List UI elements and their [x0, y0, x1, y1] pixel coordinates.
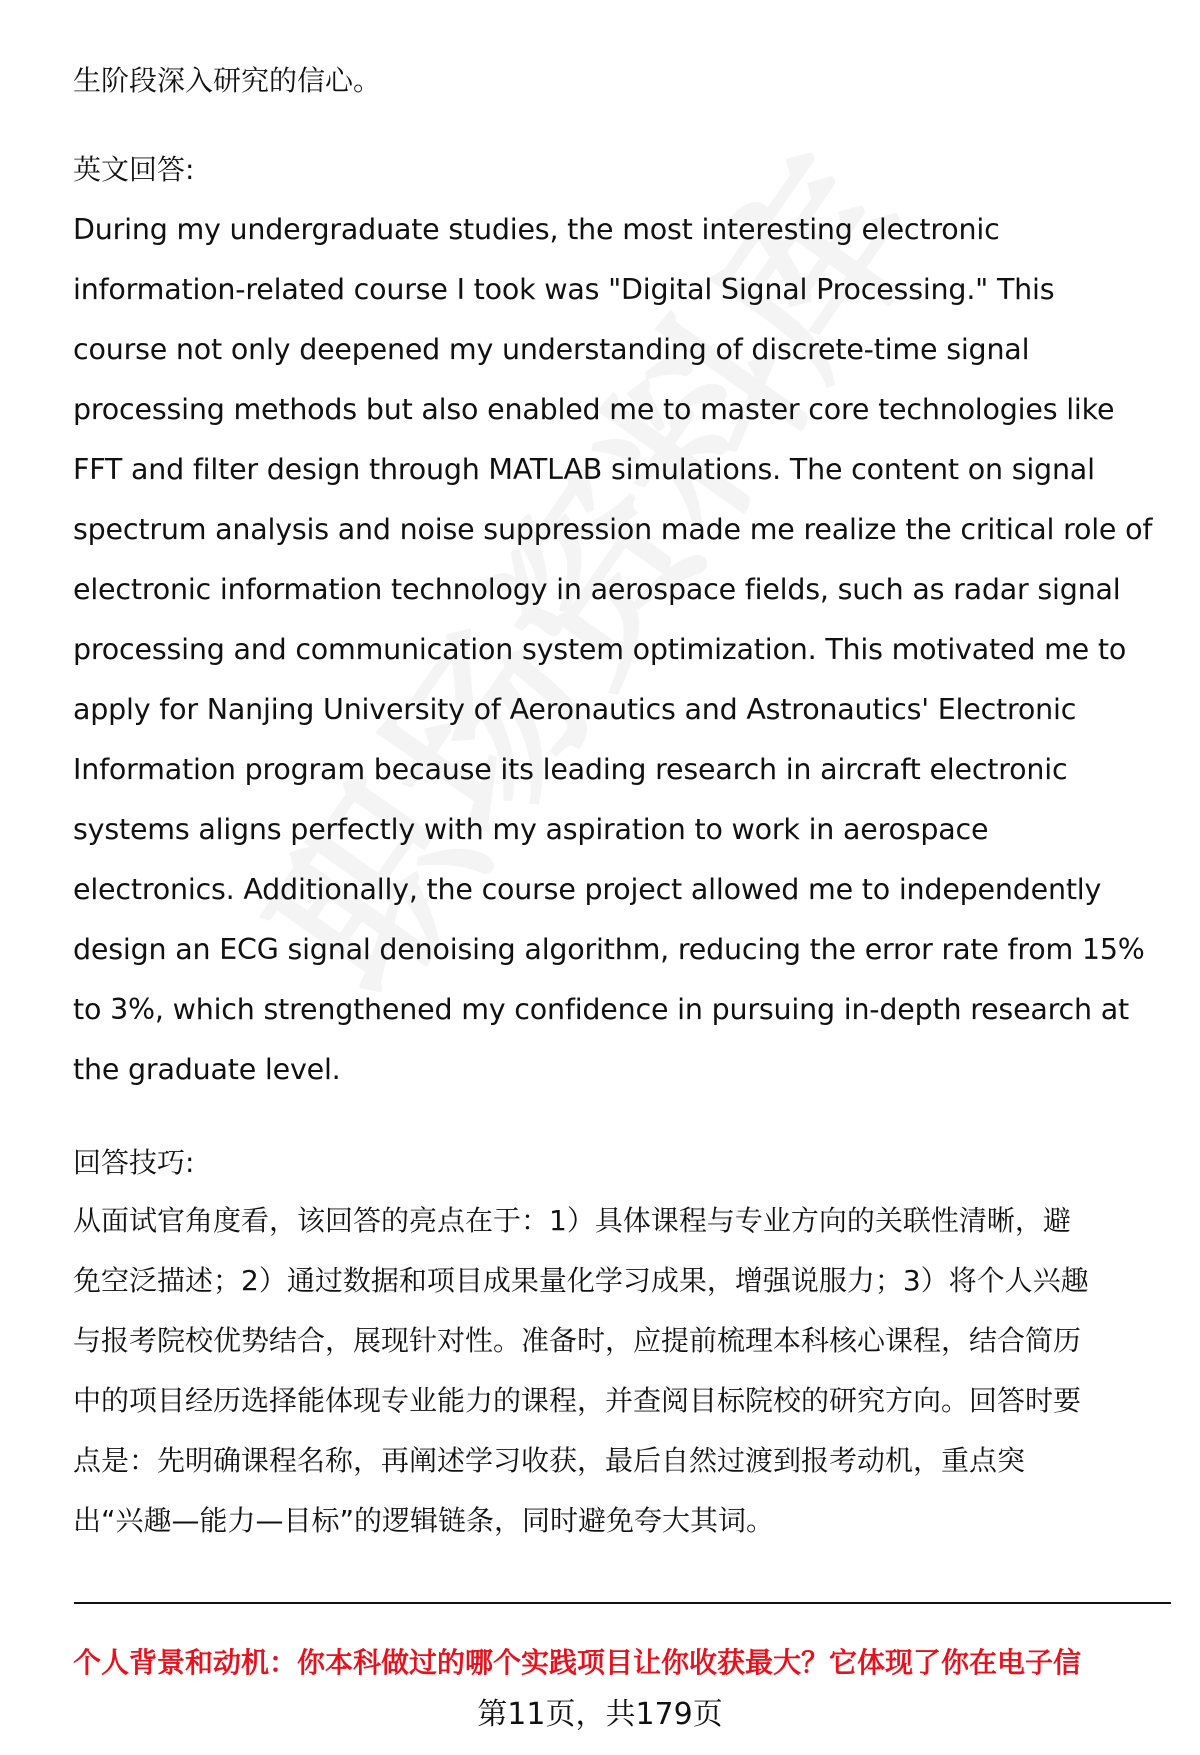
text-line: 出“兴趣—能力—目标”的逻辑链条，同时避免夸大其词。 — [73, 1504, 775, 1537]
english-heading: 英文回答: — [73, 153, 195, 186]
text-line: 从面试官角度看，该回答的亮点在于：1）具体课程与专业方向的关联性清晰，避 — [73, 1204, 1071, 1237]
text-line: 免空泛描述；2）通过数据和项目成果量化学习成果，增强说服力；3）将个人兴趣 — [73, 1264, 1089, 1297]
tips-heading: 回答技巧: — [73, 1146, 195, 1179]
text-line: FFT and filter design through MATLAB simulations. The content on signal — [73, 453, 1095, 486]
text-line: spectrum analysis and noise suppression made me realize the critical role of — [73, 513, 1153, 546]
text-line: the graduate level. — [73, 1053, 341, 1086]
text-line: processing methods but also enabled me to master core technologies like — [73, 393, 1115, 426]
text-line: During my undergraduate studies, the most interesting electronic — [73, 213, 1000, 246]
text-line: course not only deepened my understanding of discrete-time signal — [73, 333, 1030, 366]
text-line: to 3%, which strengthened my confidence in pursuing in-depth research at — [73, 993, 1129, 1026]
divider — [74, 1602, 1171, 1604]
page-number: 第11页，共179页 — [477, 1697, 723, 1732]
text-line: 与报考院校优势结合，展现针对性。准备时，应提前梳理本科核心课程，结合简历 — [73, 1324, 1082, 1357]
text-line: 点是：先明确课程名称，再阐述学习收获，最后自然过渡到报考动机，重点突 — [73, 1444, 1026, 1477]
text-line: electronics. Additionally, the course project allowed me to independently — [73, 873, 1102, 906]
text-line: 中的项目经历选择能体现专业能力的课程，并查阅目标院校的研究方向。回答时要 — [73, 1384, 1082, 1417]
intro-tail: 生阶段深入研究的信心。 — [73, 64, 382, 97]
text-line: Information program because its leading research in aircraft electronic — [73, 753, 1068, 786]
text-line: design an ECG signal denoising algorithm, reducing the error rate from 15% — [73, 933, 1145, 966]
text-line: electronic information technology in aerospace fields, such as radar signal — [73, 573, 1121, 606]
text-line: information-related course I took was "Digital Signal Processing." This — [73, 273, 1055, 306]
text-line: processing and communication system optimization. This motivated me to — [73, 633, 1127, 666]
text-line: apply for Nanjing University of Aeronautics and Astronautics' Electronic — [73, 693, 1077, 726]
next-question-title: 个人背景和动机：你本科做过的哪个实践项目让你收获最大？它体现了你在电子信 — [73, 1646, 1082, 1679]
text-line: systems aligns perfectly with my aspiration to work in aerospace — [73, 813, 989, 846]
